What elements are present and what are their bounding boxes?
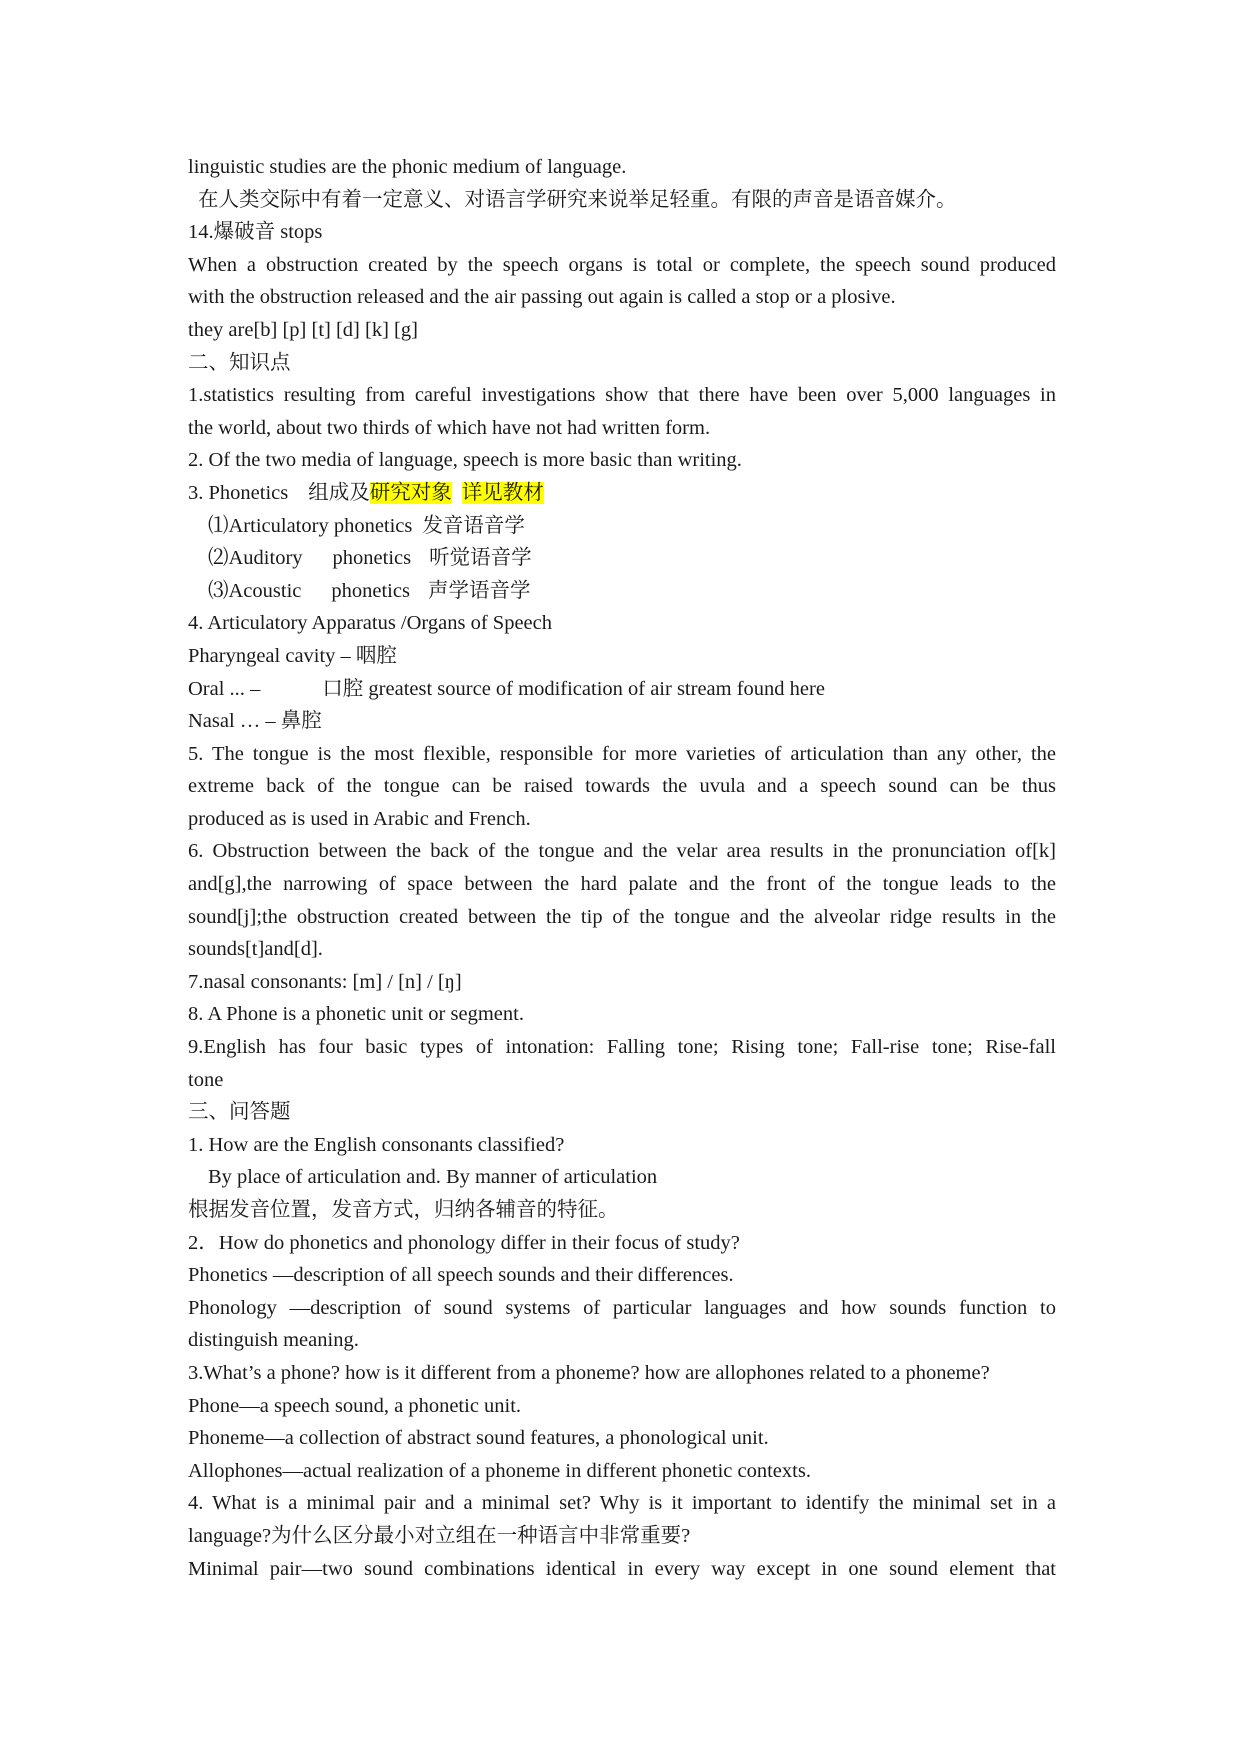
text-line: produced as is used in Arabic and French. bbox=[188, 807, 531, 830]
text-line: they are[b] [p] [t] [d] [k] [g] bbox=[188, 318, 418, 341]
text-line: 6. Obstruction between the back of the tongue and the velar area results in the pronunciation of[k] bbox=[188, 840, 1056, 863]
text-line: By place of articulation and. By manner of articulation bbox=[208, 1166, 658, 1189]
text-line: sound[j];the obstruction created between the tip of the tongue and the alveolar ridge results in the bbox=[188, 905, 1056, 928]
text-line: 9.English has four basic types of intonation: Falling tone; Rising tone; Fall-rise tone; Rise-fall bbox=[188, 1036, 1056, 1059]
text-line: 3.What’s a phone? how is it different from a phoneme? how are allophones related to a phoneme? bbox=[188, 1361, 990, 1384]
text-line: Allophones—actual realization of a phoneme in different phonetic contexts. bbox=[188, 1459, 811, 1482]
text-line: and[g],the narrowing of space between the hard palate and the front of the tongue leads to the bbox=[188, 873, 1056, 896]
text-line: the world, about two thirds of which have not had written form. bbox=[188, 416, 711, 439]
text-line: Phoneme—a collection of abstract sound features, a phonological unit. bbox=[188, 1427, 769, 1450]
text-line: 4. What is a minimal pair and a minimal set? Why is it important to identify the minimal set in a bbox=[188, 1492, 1056, 1515]
text-line: language?为什么区分最小对立组在一种语言中非常重要? bbox=[188, 1524, 691, 1547]
text-line: Minimal pair—two sound combinations identical in every way except in one sound element that bbox=[188, 1557, 1056, 1580]
text-line: 2. Of the two media of language, speech is more basic than writing. bbox=[188, 449, 742, 472]
text-line: Phone—a speech sound, a phonetic unit. bbox=[188, 1394, 522, 1417]
text-line: 5. The tongue is the most flexible, responsible for more varieties of articulation than any other, the bbox=[188, 742, 1056, 765]
text-line: 2．How do phonetics and phonology differ in their focus of study? bbox=[188, 1231, 740, 1254]
list-item: ⑵Auditory phonetics 听觉语音学 bbox=[208, 547, 532, 570]
text-line: 4. Articulatory Apparatus /Organs of Speech bbox=[188, 612, 552, 635]
section-heading: 三、问答题 bbox=[188, 1101, 291, 1124]
text-line: sounds[t]and[d]. bbox=[188, 938, 323, 961]
text-line: with the obstruction released and the air passing out again is called a stop or a plosive. bbox=[188, 286, 896, 309]
list-item: ⑶Acoustic phonetics 声学语音学 bbox=[208, 579, 531, 602]
list-item: ⑴Articulatory phonetics 发音语音学 bbox=[208, 514, 525, 537]
text-line: 7.nasal consonants: [m] / [n] / [ŋ] bbox=[188, 970, 462, 993]
highlight-see-textbook: 详见教材 bbox=[461, 481, 544, 504]
text-line: extreme back of the tongue can be raised towards the uvula and a speech sound can be thus bbox=[188, 775, 1056, 798]
phonetics-heading-cn: 组成及 bbox=[308, 481, 370, 504]
text-line: Nasal … – 鼻腔 bbox=[188, 710, 322, 733]
document-page bbox=[188, 151, 1056, 1585]
phonetics-heading bbox=[188, 477, 1056, 510]
text-line: distinguish meaning. bbox=[188, 1329, 359, 1352]
text-line: 1.statistics resulting from careful investigations show that there have been over 5,000 languages in bbox=[188, 384, 1056, 407]
text-line: Phonology —description of sound systems of particular languages and how sounds function to bbox=[188, 1296, 1056, 1319]
text-line: tone bbox=[188, 1068, 224, 1091]
text-line: linguistic studies are the phonic medium of language. bbox=[188, 156, 627, 178]
text-line: 根据发音位置，发音方式，归纳各辅音的特征。 bbox=[188, 1199, 619, 1221]
text-line: 8. A Phone is a phonetic unit or segment. bbox=[188, 1003, 524, 1026]
text-line: Phonetics —description of all speech sounds and their differences. bbox=[188, 1264, 734, 1287]
text-line: 14.爆破音 stops bbox=[188, 221, 323, 244]
text-line: 在人类交际中有着一定意义、对语言学研究来说举足轻重。有限的声音是语音媒介。 bbox=[198, 188, 957, 211]
text-line: 1. How are the English consonants classified? bbox=[188, 1133, 565, 1156]
phonetics-heading-text: 3. Phonetics bbox=[188, 481, 289, 504]
highlight-research-object: 研究对象 bbox=[369, 481, 452, 504]
text-line: When a obstruction created by the speech organs is total or complete, the speech sound produced bbox=[188, 253, 1056, 276]
text-line: Oral ... – 口腔 greatest source of modification of air stream found here bbox=[188, 677, 825, 700]
text-line: Pharyngeal cavity – 咽腔 bbox=[188, 644, 397, 667]
section-heading: 二、知识点 bbox=[188, 351, 291, 374]
